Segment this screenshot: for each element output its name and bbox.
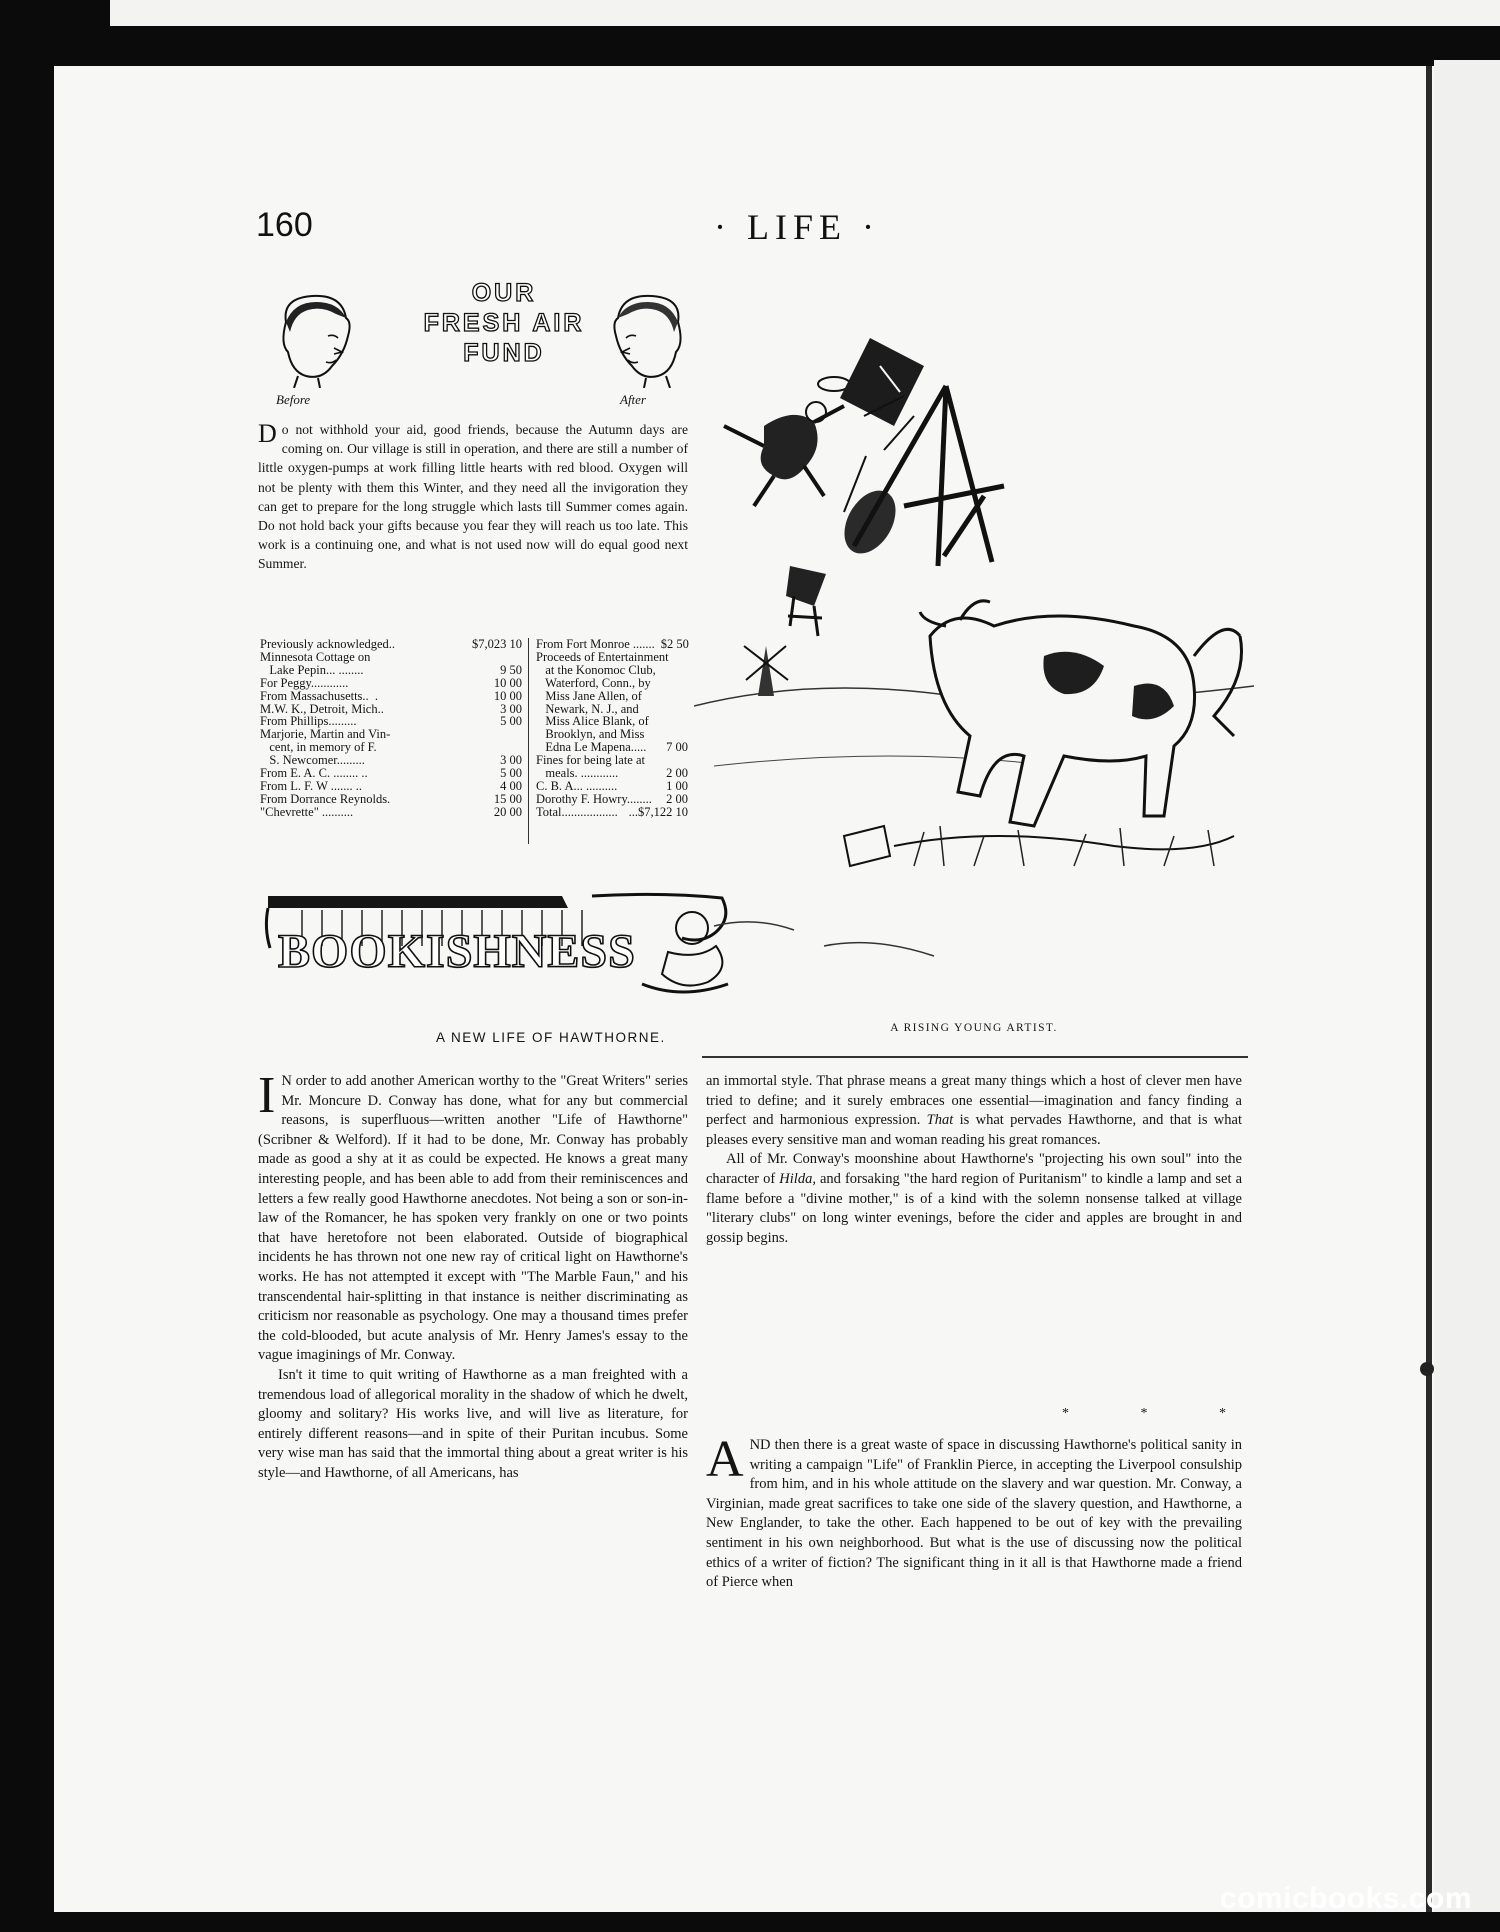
donation-row xyxy=(260,806,522,819)
donation-row xyxy=(260,780,522,793)
donation-row xyxy=(536,664,688,677)
masthead-title: · LIFE · xyxy=(714,207,880,247)
donation-row xyxy=(536,793,688,806)
donation-label: Lake Pepin... ........ xyxy=(260,662,364,677)
donation-amount xyxy=(682,703,688,716)
next-page-edge xyxy=(1434,60,1500,1920)
donation-row xyxy=(536,638,688,651)
before-caption: Before xyxy=(276,392,311,407)
section-break-asterisks: * * * xyxy=(1062,1406,1260,1421)
donation-amount: 15 00 xyxy=(493,791,522,806)
donation-label: From Massachusetts.. . xyxy=(260,688,379,703)
donation-label: From E. A. C. ........ .. xyxy=(260,766,368,781)
drop-cap: D xyxy=(258,419,277,448)
donation-label: "Chevrette" .......... xyxy=(260,804,354,819)
donation-label: Newark, N. J., and xyxy=(536,701,639,716)
donation-label: meals. ............ xyxy=(536,766,619,781)
donation-amount xyxy=(516,651,522,664)
donation-amount: 5 00 xyxy=(500,714,522,729)
donation-amount: $2 50 xyxy=(660,637,689,651)
donation-label: From L. F. W ....... .. xyxy=(260,778,363,793)
illustration-caption: A RISING YOUNG ARTIST. xyxy=(890,1022,1058,1034)
donation-label: Minnesota Cottage on xyxy=(260,649,371,664)
donation-amount: 10 00 xyxy=(493,688,522,703)
donation-row xyxy=(536,651,688,664)
donation-amount: 5 00 xyxy=(500,766,522,781)
donation-label: Miss Jane Allen, of xyxy=(536,688,642,703)
top-page-strip xyxy=(110,0,1500,26)
donation-amount xyxy=(682,651,688,664)
donation-row xyxy=(260,651,522,664)
drop-cap: I xyxy=(258,1067,276,1124)
donation-label: For Peggy............ xyxy=(260,675,349,690)
donation-label: Fines for being late at xyxy=(536,753,645,768)
donation-label: Marjorie, Martin and Vin- xyxy=(260,727,391,742)
donation-label: Waterford, Conn., by xyxy=(536,675,651,690)
donation-row xyxy=(536,677,688,690)
donation-label: Total.................. xyxy=(536,804,618,819)
donation-row xyxy=(260,690,522,703)
donation-label: Dorothy F. Howry........ xyxy=(536,791,652,806)
donation-amount xyxy=(682,690,688,703)
donation-label: Previously acknowledged.. xyxy=(260,637,396,651)
donation-label: at the Konomoc Club, xyxy=(536,662,656,677)
donation-label: Miss Alice Blank, of xyxy=(536,714,649,729)
page-number: 160 xyxy=(256,206,313,244)
donation-label: Proceeds of Entertainment xyxy=(536,649,669,664)
donation-amount: 20 00 xyxy=(493,804,522,819)
donation-amount: 7 00 xyxy=(666,740,688,755)
donation-amount xyxy=(682,715,688,728)
donation-row xyxy=(536,780,688,793)
donation-column-divider xyxy=(528,638,529,844)
donation-amount: 1 00 xyxy=(666,778,688,793)
binding-hole xyxy=(1420,1362,1434,1376)
donation-list-left xyxy=(260,638,522,819)
donation-amount: ...$7,122 10 xyxy=(628,804,688,819)
donation-row xyxy=(536,806,688,819)
donation-label: From Dorrance Reynolds. xyxy=(260,791,391,806)
donation-label: M.W. K., Detroit, Mich.. xyxy=(260,701,384,716)
donation-amount xyxy=(516,728,522,741)
donation-amount: 2 00 xyxy=(666,766,688,781)
donation-row xyxy=(260,638,522,651)
article-column-1: I N order to add another American worthy to the "Great Writers" series Mr. Moncure D. Conway has done, what for any but commercial reasons, is superfluous—written another "Life of Hawthorne" (Scribner & Welford). If it had to be done, Mr. Conway has probably made as good a shy at it as could be expected. He knows a great many interesting people, and has been able to add from their reminiscences and letters a few really good Hawthorne anecdotes. Not being a son or son-in-law of the Romancer, he has spoken very frankly on one or two points that have heretofore not been elaborated. Outside of biographical incidents he has thrown not one new ray of critical light on Hawthorne's works. He has not attempted it except with "The Marble Faun," and his transcendental hair-splitting in that instance is neither discriminating as criticism nor reasonable as psychology. One may a thousand times prefer the cold-blooded, but acute analysis of Mr. Henry James's essay to the vague imaginings of Mr. Conway. Isn't it time to quit writing of Hawthorne as a man freighted with a tremendous load of allegorical morality in the shadow of which he dwelt, gloomy and solitary? His works live, and will live as literature, for entirely different reasons—and in spite of their Puritan incubus. Some very wise man has said that the immortal thing about a great writer is his style—and Hawthorne, of all Americans, has xyxy=(258,1067,688,1481)
column-rule xyxy=(702,1056,1248,1058)
binding-gutter xyxy=(1426,66,1432,1912)
drop-cap: A xyxy=(706,1431,744,1488)
donation-label: S. Newcomer......... xyxy=(260,753,365,768)
donation-label: cent, in memory of F. xyxy=(260,740,377,755)
fund-title-line: FRESH AIR xyxy=(423,309,585,337)
fresh-air-paragraph: Do not withhold your aid, good friends, because the Autumn days are coming on. Our village is still in operation, and there are still a number of little oxygen-pumps at work filling little hearts with red blood. Oxygen will not be plenty with them this Winter, and they need all the invigoration they can get to prepare for the long struggle which lasts till Summer comes again. Do not hold back your gifts because you fear they will reach us too late. This work is a continuing one, and what is not used now will do equal good next Summer. xyxy=(258,419,688,572)
article-heading: A NEW LIFE OF HAWTHORNE. xyxy=(436,1030,666,1045)
after-boy-illustration xyxy=(606,292,692,388)
donation-label: From Fort Monroe ....... xyxy=(536,637,655,651)
watermark-text: comicbooks.com xyxy=(1219,1882,1472,1915)
donation-amount: 4 00 xyxy=(500,778,522,793)
donation-amount: 3 00 xyxy=(500,753,522,768)
after-caption: After xyxy=(620,392,646,407)
bookishness-banner-text: BOOKISHNESS xyxy=(278,925,636,978)
donation-row xyxy=(260,664,522,677)
before-boy-illustration xyxy=(272,292,358,388)
donation-label: C. B. A... .......... xyxy=(536,778,618,793)
fund-title-line: OUR xyxy=(471,279,537,307)
donation-amount: $7,023 10 xyxy=(472,637,522,651)
magazine-page xyxy=(54,66,1434,1912)
rising-young-artist-illustration xyxy=(694,326,1254,986)
fund-title-line: FUND xyxy=(463,339,545,367)
donation-list-right xyxy=(536,638,688,819)
donation-label: From Phillips......... xyxy=(260,714,357,729)
donation-amount xyxy=(682,664,688,677)
donation-amount: 10 00 xyxy=(493,675,522,690)
donation-label: Edna Le Mapena..... xyxy=(536,740,647,755)
donation-amount: 2 00 xyxy=(666,791,688,806)
donation-label: Brooklyn, and Miss xyxy=(536,727,645,742)
article-column-2-continued: AND then there is a great waste of space in discussing Hawthorne's political sanity in writing a campaign "Life" of Franklin Pierce, in accepting the Liverpool consulship from him, and in his whole attitude on the slavery and war question. Mr. Conway, a Virginian, made great sacrifices to take one side of the slavery question, and Hawthorne, a New Englander, to take the other. Each happened to be out of key with the prevailing sentiment in his own neighborhood. But what is the use of discussing now the political ethics of a writer of fiction? The significant thing in it all is that Hawthorne made a friend of Pierce when xyxy=(706,1431,1242,1591)
donation-amount: 9 50 xyxy=(500,662,522,677)
fresh-air-fund-title xyxy=(414,278,594,368)
donation-row xyxy=(260,793,522,806)
article-column-2: an immortal style. That phrase means a great many things which a host of clever men have tried to define; and it surely embraces one essential—imagination and fancy finding a perfect and harmonious expression. That is what pervades Hawthorne, and that is what pleases every sensitive man and woman reading his great romances. All of Mr. Conway's moonshine about Hawthorne's "projecting his own soul" into the character of Hilda, and forsaking "the hard region of Puritanism" to kindle a lamp and set a flame before a "divine mother," is of a kind with the solemn nonsense talked at village "literary clubs" on long winter evenings, before the cider and apples are brought in and gossip begins. xyxy=(706,1073,1242,1246)
donation-row xyxy=(260,677,522,690)
donation-row xyxy=(536,690,688,703)
donation-amount: 3 00 xyxy=(500,701,522,716)
donation-amount xyxy=(682,677,688,690)
